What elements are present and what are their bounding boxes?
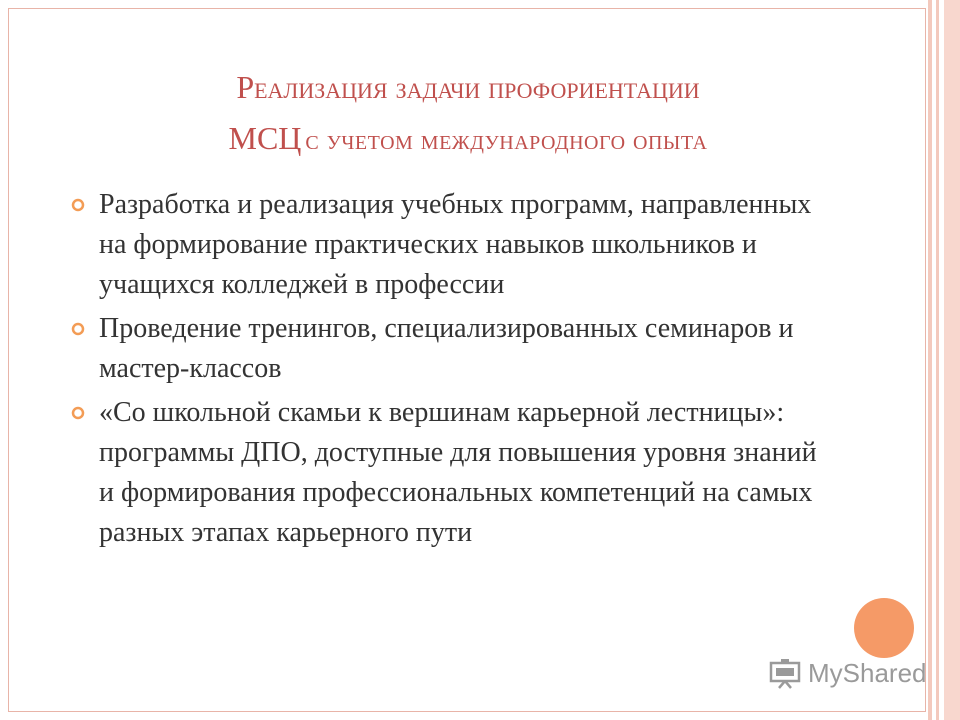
bullet-text: Проведение тренингов, специализированных семинаров и мастер-классов (99, 313, 794, 384)
bullet-ring-icon (71, 198, 85, 212)
bullet-ring-icon (71, 406, 85, 420)
bullet-item (71, 185, 831, 305)
bullet-item (71, 393, 831, 553)
bullet-text: Разработка и реализация учебных программ, направленных на формирование практических навыков школьников и учащихся колледжей в профессии (99, 189, 812, 300)
decorative-circle (854, 598, 914, 658)
title-line-2 (9, 116, 927, 167)
decorative-stripe (936, 0, 939, 720)
slide (8, 8, 926, 712)
title-subtext: с учетом международного опыта (305, 125, 708, 156)
slide-title (9, 65, 927, 167)
watermark (768, 658, 927, 689)
bullet-list (71, 185, 831, 557)
title-line-1 (9, 65, 927, 116)
title-acronym: МСЦ (228, 120, 302, 156)
watermark-text: MyShared (808, 658, 927, 688)
decorative-stripe (928, 0, 932, 720)
presentation-board-icon (768, 659, 802, 689)
bullet-ring-icon (71, 322, 85, 336)
bullet-text: «Со школьной скамьи к вершинам карьерной лестницы»: программы ДПО, доступные для повышения уровня знаний и формирования профессиональных компетенций на самых разных этапах карьерного пути (99, 397, 817, 548)
decorative-stripe (944, 0, 960, 720)
bullet-item (71, 309, 831, 389)
title-text: Реализация задачи профориентации (236, 69, 700, 105)
